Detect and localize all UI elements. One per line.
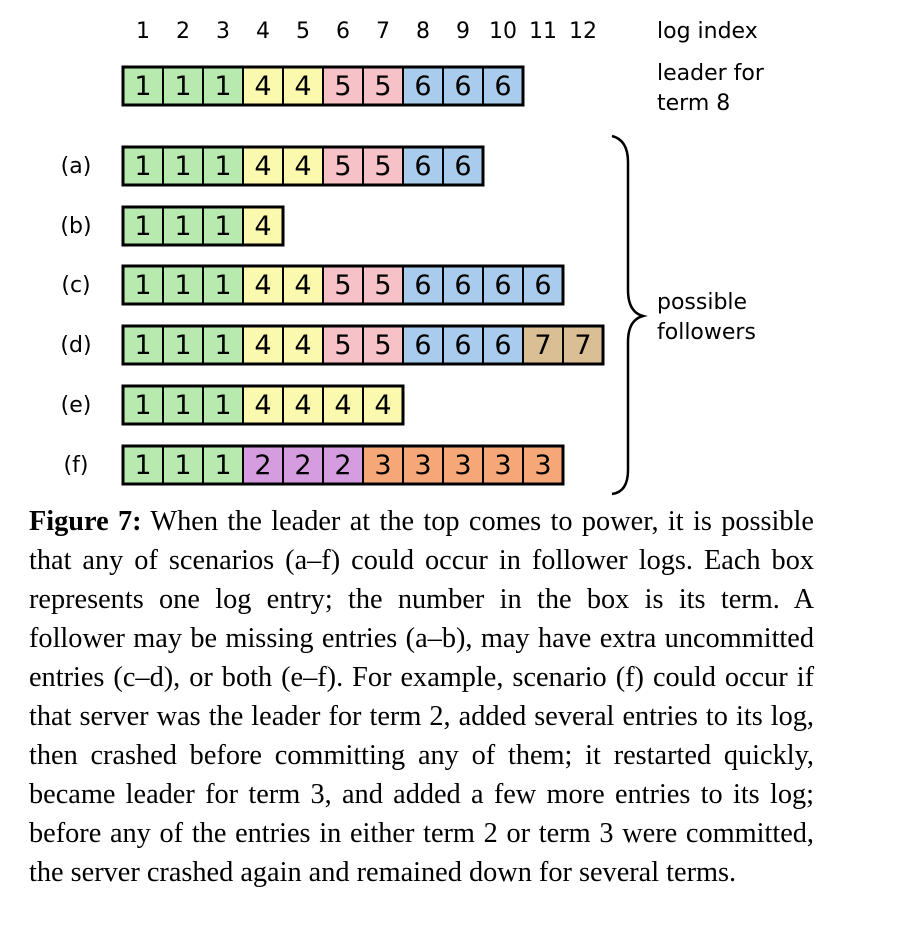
log-entry-term: 7 xyxy=(534,330,552,361)
leader-label-line2: term 8 xyxy=(657,91,731,116)
log-entry-term: 6 xyxy=(454,270,472,301)
log-entry-term: 4 xyxy=(254,390,272,421)
log-entry-term: 6 xyxy=(414,151,432,182)
log-entry-term: 6 xyxy=(414,71,432,102)
log-index-number: 9 xyxy=(456,19,470,44)
log-entry-term: 6 xyxy=(494,270,512,301)
log-entry-term: 1 xyxy=(214,270,232,301)
log-index-number: 2 xyxy=(176,19,190,44)
log-entry-term: 1 xyxy=(134,330,152,361)
log-entry-term: 4 xyxy=(254,151,272,182)
leader-log xyxy=(123,67,523,105)
log-index-number: 4 xyxy=(256,19,270,44)
log-entry-term: 1 xyxy=(134,390,152,421)
log-index-number: 5 xyxy=(296,19,310,44)
log-entry-term: 5 xyxy=(334,151,352,182)
log-index-number: 7 xyxy=(376,19,390,44)
log-entry-term: 6 xyxy=(454,330,472,361)
follower-label: (e) xyxy=(60,393,92,418)
log-index-number: 6 xyxy=(336,19,350,44)
log-index-header xyxy=(136,19,597,44)
log-entry-term: 6 xyxy=(494,71,512,102)
log-entry-term: 1 xyxy=(134,450,152,481)
log-index-number: 1 xyxy=(136,19,150,44)
log-entry-term: 4 xyxy=(294,270,312,301)
log-entry-term: 4 xyxy=(254,71,272,102)
leader-log-row xyxy=(123,67,523,105)
log-entry-term: 3 xyxy=(454,450,472,481)
log-entry-term: 7 xyxy=(574,330,592,361)
log-entry-term: 5 xyxy=(374,330,392,361)
log-entry-term: 4 xyxy=(294,71,312,102)
follower-log-row xyxy=(123,147,483,185)
follower-label: (a) xyxy=(60,154,92,179)
followers-label-line2: followers xyxy=(657,320,756,345)
log-entry-term: 1 xyxy=(214,151,232,182)
log-entry-term: 5 xyxy=(374,270,392,301)
log-entry-term: 5 xyxy=(334,71,352,102)
log-entry-term: 5 xyxy=(374,71,392,102)
log-entry-term: 1 xyxy=(214,330,232,361)
log-entry-term: 6 xyxy=(454,151,472,182)
figure-caption xyxy=(29,502,814,892)
followers-label-line1: possible xyxy=(657,290,748,315)
follower-label: (f) xyxy=(63,453,89,478)
log-entry-term: 1 xyxy=(134,270,152,301)
log-entry-term: 3 xyxy=(534,450,552,481)
log-entry-term: 3 xyxy=(374,450,392,481)
log-index-label: log index xyxy=(657,19,758,44)
log-index-number: 8 xyxy=(416,19,430,44)
log-entry-term: 1 xyxy=(174,390,192,421)
log-index-number: 3 xyxy=(216,19,230,44)
log-entry-term: 3 xyxy=(494,450,512,481)
follower-logs xyxy=(60,147,603,484)
log-entry-term: 2 xyxy=(294,450,312,481)
log-entry-term: 5 xyxy=(374,151,392,182)
caption-label: Figure 7: xyxy=(29,506,142,537)
log-entry-term: 1 xyxy=(214,211,232,242)
log-entry-term: 2 xyxy=(254,450,272,481)
follower-log-row xyxy=(123,446,563,484)
log-entry-term: 1 xyxy=(134,151,152,182)
followers-brace xyxy=(612,136,643,494)
log-entry-term: 1 xyxy=(214,71,232,102)
leader-label-line1: leader for xyxy=(657,61,764,86)
log-entry-term: 1 xyxy=(174,151,192,182)
log-entry-term: 4 xyxy=(334,390,352,421)
log-entry-term: 4 xyxy=(254,211,272,242)
log-entry-term: 5 xyxy=(334,330,352,361)
log-entry-term: 1 xyxy=(214,450,232,481)
log-index-number: 10 xyxy=(489,19,517,44)
follower-label: (b) xyxy=(60,214,92,239)
log-entry-term: 5 xyxy=(334,270,352,301)
log-entry-term: 1 xyxy=(134,71,152,102)
log-entry-term: 1 xyxy=(174,270,192,301)
follower-log-row xyxy=(123,207,283,245)
log-index-number: 11 xyxy=(529,19,557,44)
follower-label: (c) xyxy=(61,273,91,298)
follower-log-row xyxy=(123,326,603,364)
caption-text: When the leader at the top comes to power, it is possible that any of scenarios (a–f) could occur in follower logs. Each box represents one log entry; the number in the box is its term. A follower may be missing entries (a–b), may have extra uncommitted entries (c–d), or both (e–f). For example, scenario (f) could occur if that server was the leader for term 2, added several entries to its log, then crashed before committing any of them; it restarted quickly, became leader for term 3, and added a few more entries to its log; before any of the entries in either term 2 or term 3 were committed, the server crashed again and remained down for several terms. xyxy=(29,506,814,888)
log-entry-term: 6 xyxy=(414,330,432,361)
log-entry-term: 6 xyxy=(494,330,512,361)
log-entry-term: 6 xyxy=(534,270,552,301)
log-entry-term: 1 xyxy=(174,211,192,242)
log-entry-term: 4 xyxy=(374,390,392,421)
log-entry-term: 4 xyxy=(254,330,272,361)
follower-log-row xyxy=(123,266,563,304)
log-entry-term: 4 xyxy=(254,270,272,301)
log-entry-term: 1 xyxy=(174,450,192,481)
log-index-number: 12 xyxy=(569,19,597,44)
log-entry-term: 4 xyxy=(294,151,312,182)
log-entry-term: 4 xyxy=(294,330,312,361)
log-entry-term: 3 xyxy=(414,450,432,481)
log-entry-term: 6 xyxy=(454,71,472,102)
log-entry-term: 4 xyxy=(294,390,312,421)
follower-log-row xyxy=(123,386,403,424)
log-entry-term: 6 xyxy=(414,270,432,301)
log-entry-term: 1 xyxy=(174,71,192,102)
log-entry-term: 1 xyxy=(174,330,192,361)
log-entry-term: 2 xyxy=(334,450,352,481)
log-entry-term: 1 xyxy=(134,211,152,242)
log-entry-term: 1 xyxy=(214,390,232,421)
follower-label: (d) xyxy=(60,333,92,358)
